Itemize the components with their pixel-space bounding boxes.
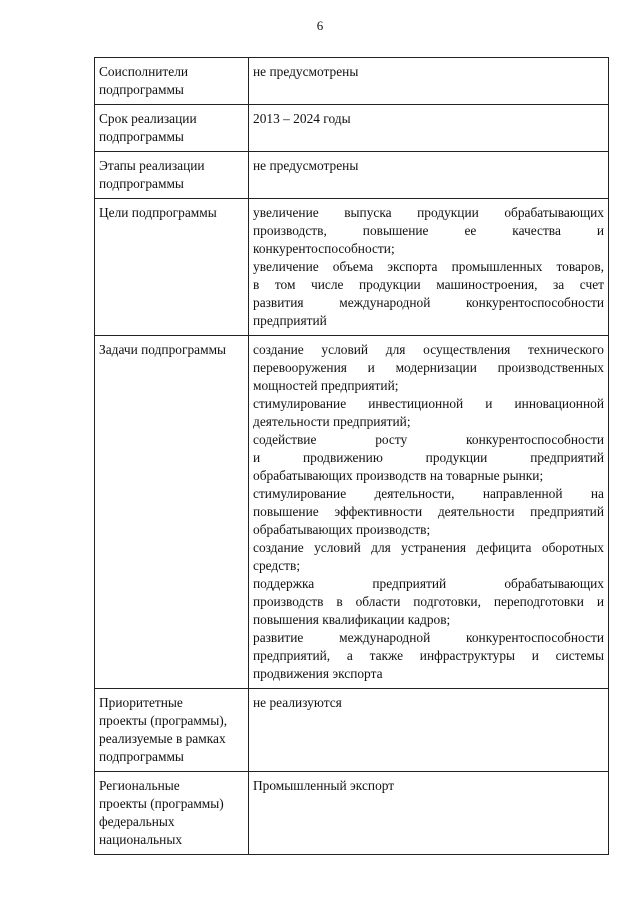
row-label-cell: [95, 689, 249, 772]
row-label-cell: [95, 152, 249, 199]
row-value-line: увеличение объема экспорта промышленных товаров,: [253, 259, 604, 274]
row-value-line: средств;: [253, 558, 301, 573]
table-row: [95, 199, 609, 336]
row-value-line: развитие международной конкурентоспособности: [253, 630, 604, 645]
row-value-line: не предусмотрены: [253, 158, 359, 173]
table-body: [95, 58, 609, 855]
row-label-line: Региональные: [99, 778, 180, 793]
row-value-line: стимулирование деятельности, направленной на: [253, 486, 604, 501]
table-row: [95, 772, 609, 855]
row-value-line: Промышленный экспорт: [253, 778, 395, 793]
row-value-line: производств, повышение ее качества и: [253, 223, 604, 238]
row-value-cell: [249, 58, 609, 105]
page-number: 6: [316, 18, 324, 33]
row-label-line: Приоритетные: [99, 695, 183, 710]
row-label-cell: [95, 199, 249, 336]
row-value-cell: [249, 689, 609, 772]
row-value-cell: [249, 199, 609, 336]
row-value-line: продвижения экспорта: [253, 666, 383, 681]
row-value-line: развития международной конкурентоспособности: [253, 295, 604, 310]
row-value-line: предприятий, а также инфраструктуры и системы: [253, 648, 604, 663]
row-label-cell: [95, 58, 249, 105]
row-label-cell: [95, 772, 249, 855]
row-value-line: повышение эффективности деятельности предприятий: [253, 504, 604, 519]
row-value-line: не реализуются: [253, 695, 342, 710]
row-value-cell: [249, 105, 609, 152]
row-label-line: национальных: [99, 832, 183, 847]
row-value-cell: [249, 336, 609, 689]
row-label-line: Этапы реализации: [99, 158, 205, 173]
table-row: [95, 58, 609, 105]
row-value-cell: [249, 152, 609, 199]
row-value-line: мощностей предприятий;: [253, 378, 399, 393]
table-row: [95, 152, 609, 199]
row-label-line: реализуемые в рамках: [99, 731, 226, 746]
row-label-line: Соисполнители: [99, 64, 189, 79]
row-label-line: Срок реализации: [99, 111, 197, 126]
row-label-line: проекты (программы),: [99, 713, 228, 728]
table-row: [95, 689, 609, 772]
row-label-line: подпрограммы: [99, 176, 184, 191]
row-value-line: создание условий для устранения дефицита оборотных: [253, 540, 604, 555]
row-label-line: подпрограммы: [99, 82, 184, 97]
row-label-line: подпрограммы: [99, 749, 184, 764]
row-value-line: повышения квалификации кадров;: [253, 612, 451, 627]
row-label-line: проекты (программы): [99, 796, 224, 811]
row-value-line: увеличение выпуска продукции обрабатывающих: [253, 205, 604, 220]
row-value-line: перевооружения и модернизации производственных: [253, 360, 604, 375]
row-label-cell: [95, 336, 249, 689]
row-label-cell: [95, 105, 249, 152]
row-value-cell: [249, 772, 609, 855]
row-value-line: содействие росту конкурентоспособности: [253, 432, 604, 447]
row-value-line: не предусмотрены: [253, 64, 359, 79]
row-value-line: обрабатывающих производств;: [253, 522, 431, 537]
row-value-line: и продвижению продукции предприятий: [253, 450, 604, 465]
subprogram-passport-table: [94, 57, 609, 855]
row-value-line: поддержка предприятий обрабатывающих: [253, 576, 604, 591]
row-label-line: Цели подпрограммы: [99, 205, 217, 220]
row-label-line: подпрограммы: [99, 129, 184, 144]
row-value-line: предприятий: [253, 313, 327, 328]
row-value-line: 2013 – 2024 годы: [253, 111, 351, 126]
table-row: [95, 336, 609, 689]
table-row: [95, 105, 609, 152]
row-value-line: в том числе продукции машиностроения, за счет: [253, 277, 604, 292]
row-value-line: создание условий для осуществления технического: [253, 342, 604, 357]
row-label-line: Задачи подпрограммы: [99, 342, 227, 357]
row-label-line: федеральных: [99, 814, 175, 829]
row-value-line: конкурентоспособности;: [253, 241, 395, 256]
row-value-line: деятельности предприятий;: [253, 414, 411, 429]
row-value-line: стимулирование инвестиционной и инновационной: [253, 396, 604, 411]
row-value-line: производств в области подготовки, переподготовки и: [253, 594, 604, 609]
row-value-line: обрабатывающих производств на товарные рынки;: [253, 468, 544, 483]
